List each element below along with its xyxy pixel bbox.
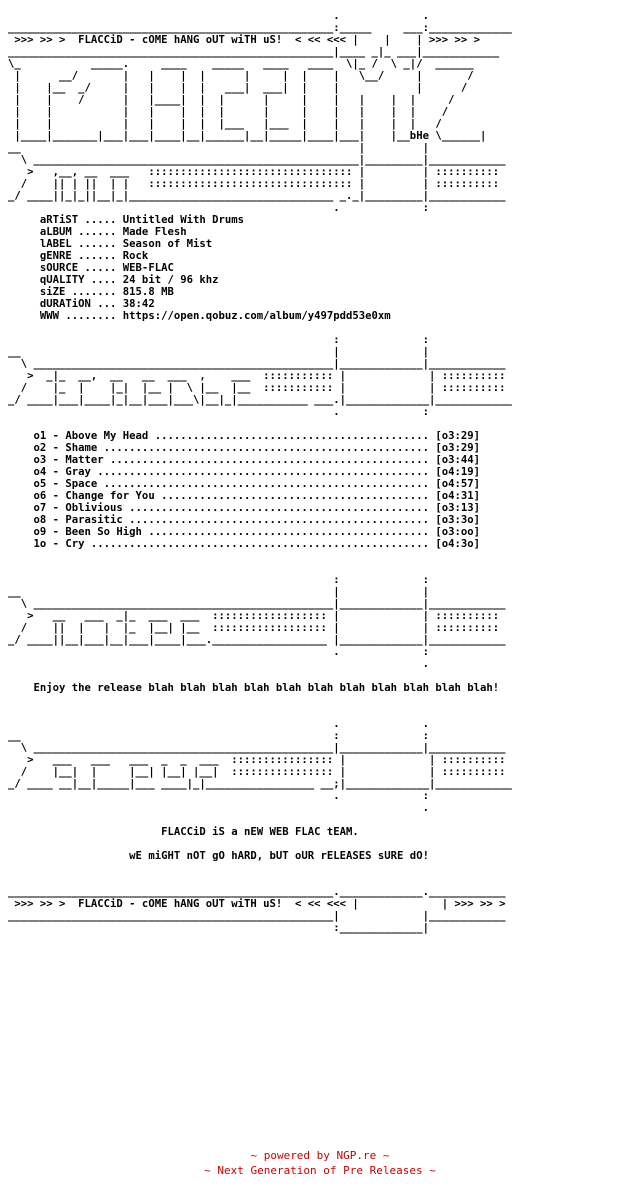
footer-tagline — [0, 1163, 640, 1178]
nfo-document: . . ___________________________________________________:_____ ___:_____________ >>> >> > FLACCiD - cOME hANG oUT wiTH uS! < << <<< | | | >>> >> > ___________________________________________________|____ _|_ ___|____________ \_ _____. ____ _____ ____ ____ \|_ / \ _|/ ______ | __/ | | | | | | | | \__/ | / | |__ _/ | | | | ___| ___| | | | / | | / | |____| | | | | | | | | / | | | | | | | | | | | | | / | | | | | | |___ |___ | | | | | / |____|_______|___|___|____|__|______|__|_____|____|___| |__bHe \______| __ | | \ ___________________________________________________|_________|____________ > ,__, __ ___ :::::::::::::::::::::::::::::::: | | :::::::::: / || | || | | :::::::::::::::::::::::::::::::: | | :::::::::: _/ ____||_|_||__|_|________________________________ _._|_________|____________ . : aRTiST ..... Untitled With Drums aLBUM ...... Made Flesh lABEL ...... Season of Mist gENRE ...... Rock sOURCE ..... WEB-FLAC qUALITY .... 24 bit / 96 khz siZE ....... 815.8 MB dURATiON ... 38:42 WWW ........ https://open.qobuz.com/album/y497pdd53e0xm : : __ | | \ _______________________________________________|_____________|____________ > _|_ __, __ __ ___ , ___ ::::::::::: | | :::::::::: / |_ | |_| |__ | \ |__ |__ ::::::::::: | | :::::::::: _/ ____|___|____|_|__|___|___\|__|_|___________ ___.|_____________|____________ . : o1 - Above My Head ........................................... [o3:29] o2 - Shame ................................................... [o3:29] o3 - Matter .................................................. [o3:44] o4 - Gray .................................................... [o4:19] o5 - Space ................................................... [o4:57] o6 - Change for You .......................................... [o4:31] o7 - Oblivious ............................................... [o3:13] o8 - Parasitic ............................................... [o3:3o] o9 - Been So High ............................................ [o3:oo] 1o - Cry ..................................................... [o4:3o] : : __ | | \ _______________________________________________|_____________|____________ > __ ___ _|_ ___ ___ :::::::::::::::::: | | :::::::::: / || | | |_ |__| |__ :::::::::::::::::: | | :::::::::: _/ ____||__|___|__|___|____|___.__________________ |_____________|____________ . : . Enjoy the release blah blah blah blah blah blah blah blah blah blah blah! . . __ : : \ _______________________________________________|_____________|____________ > ___ ___ ___ _ _ ___ :::::::::::::::: | | :::::::::: / |__| | |__| |__| |__| :::::::::::::::: | | :::::::::: _/ ____ __|__|_____|___ ____|_|_________________ __;|_____________|____________ . : . FLACCiD iS a nEW WEB FLAC tEAM. wE miGHT nOT gO hARD, bUT oUR rELEASES sURE dO! ___________________________________________________._____________.____________ >>> >> > FLACCiD - cOME hANG oUT wiTH uS! < << <<< | | >>> >> > ___________________________________________________| |____________ :_____________| — [8, 10, 512, 934]
powered-by-link[interactable]: ~ powered by NGP.re ~ — [250, 1149, 390, 1162]
next-generation-link[interactable]: ~ Next Generation of Pre Releases ~ — [204, 1164, 436, 1177]
footer-powered-by — [0, 1148, 640, 1163]
